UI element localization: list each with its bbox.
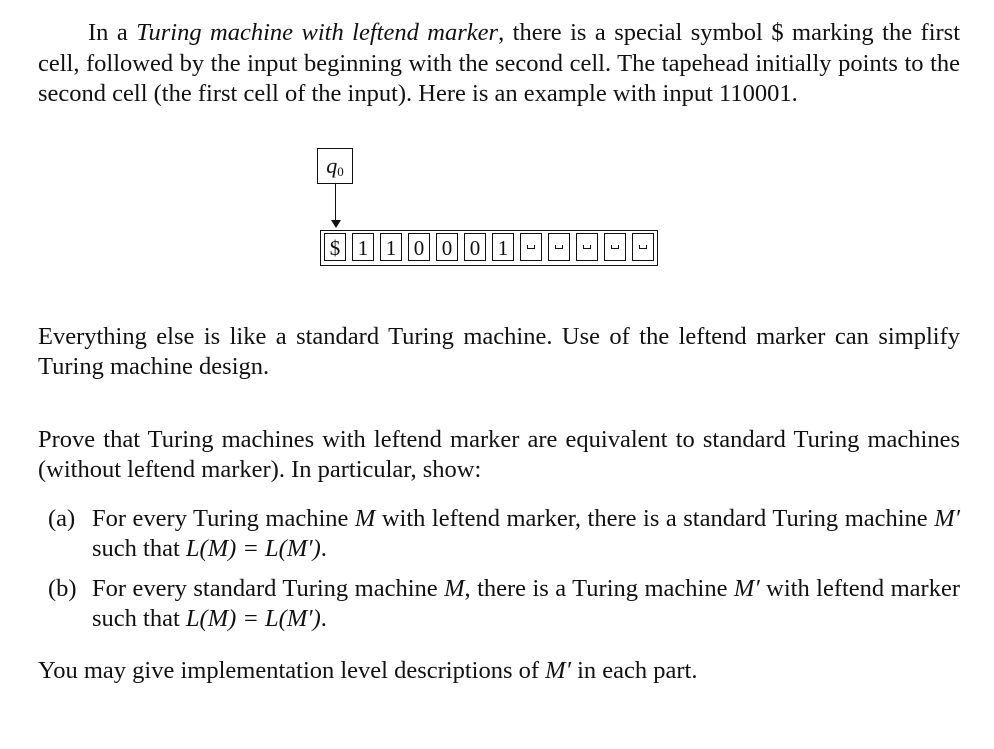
paragraph-prove: Prove that Turing machines with leftend marker are equivalent to standard Turing machines (without leftend marker). In particular, show: — [38, 425, 960, 483]
item-a-math-2: M′ — [934, 504, 960, 532]
item-a-text-1: For every Turing machine — [92, 504, 355, 532]
tape-cell-blank — [602, 231, 628, 263]
state-symbol: q — [326, 152, 338, 178]
item-b-text-3: with leftend marker such that — [92, 574, 961, 632]
item-a-label: (a) — [48, 504, 76, 532]
blank-symbol-icon — [527, 245, 535, 249]
intro-text-start: In a — [88, 19, 137, 46]
paragraph-standard: Everything else is like a standard Turing machine. Use of the leftend marker can simplify Turing machine design. — [38, 322, 960, 380]
state-subscript: 0 — [337, 163, 344, 179]
intro-term: Turing machine with leftend marker — [136, 19, 499, 46]
tapehead-arrow-head — [331, 220, 341, 228]
item-a — [38, 504, 960, 565]
tape — [320, 230, 658, 266]
item-a-text-4: . — [320, 535, 327, 562]
tape-cell: 1 — [378, 231, 404, 263]
item-b — [38, 574, 960, 635]
tape-cell: 1 — [490, 231, 516, 263]
item-a-text-2: with leftend marker, there is a standard Turing machine — [375, 504, 935, 532]
state-box — [317, 148, 353, 184]
blank-symbol-icon — [639, 245, 647, 249]
document-page — [38, 18, 960, 686]
closing-text-2: in each part. — [570, 656, 698, 684]
item-b-math-2: M′ — [733, 574, 760, 602]
tape-cell-blank — [546, 231, 572, 263]
item-a-math-3: L(M) = L(M′) — [185, 535, 321, 562]
blank-symbol-icon — [583, 245, 591, 249]
tape-cell-blank — [574, 231, 600, 263]
intro-text-rest: , there is a special symbol $ marking the first cell, followed by the input beginning with the second cell. The tapehead initially points to the second cell (the first cell of the input). Here is an example with input 110001. — [38, 19, 960, 107]
tape-cell-blank — [518, 231, 544, 263]
tape-cell: $ — [322, 231, 348, 263]
tape-cell: 0 — [434, 231, 460, 263]
item-b-text-2: , there is a Turing machine — [464, 574, 734, 602]
item-a-text-3: such that — [92, 535, 186, 562]
blank-symbol-icon — [555, 245, 563, 249]
item-b-label: (b) — [48, 574, 77, 602]
item-b-math-3: L(M) = L(M′) — [185, 605, 321, 632]
item-a-math-1: M — [354, 504, 376, 532]
tapehead-arrow-shaft — [335, 184, 336, 224]
closing-text-1: You may give implementation level descriptions of — [38, 656, 546, 684]
tape-cell: 1 — [350, 231, 376, 263]
item-b-text-1: For every standard Turing machine — [92, 574, 445, 602]
paragraph-closing — [38, 656, 960, 687]
tape-cell: 0 — [462, 231, 488, 263]
tape-diagram — [38, 110, 960, 322]
blank-symbol-icon — [611, 245, 619, 249]
closing-math: M′ — [545, 656, 571, 684]
item-b-text-4: . — [320, 605, 327, 632]
intro-paragraph — [38, 18, 960, 110]
tape-cell-blank — [630, 231, 656, 263]
item-b-math-1: M — [444, 574, 465, 602]
tape-cell: 0 — [406, 231, 432, 263]
